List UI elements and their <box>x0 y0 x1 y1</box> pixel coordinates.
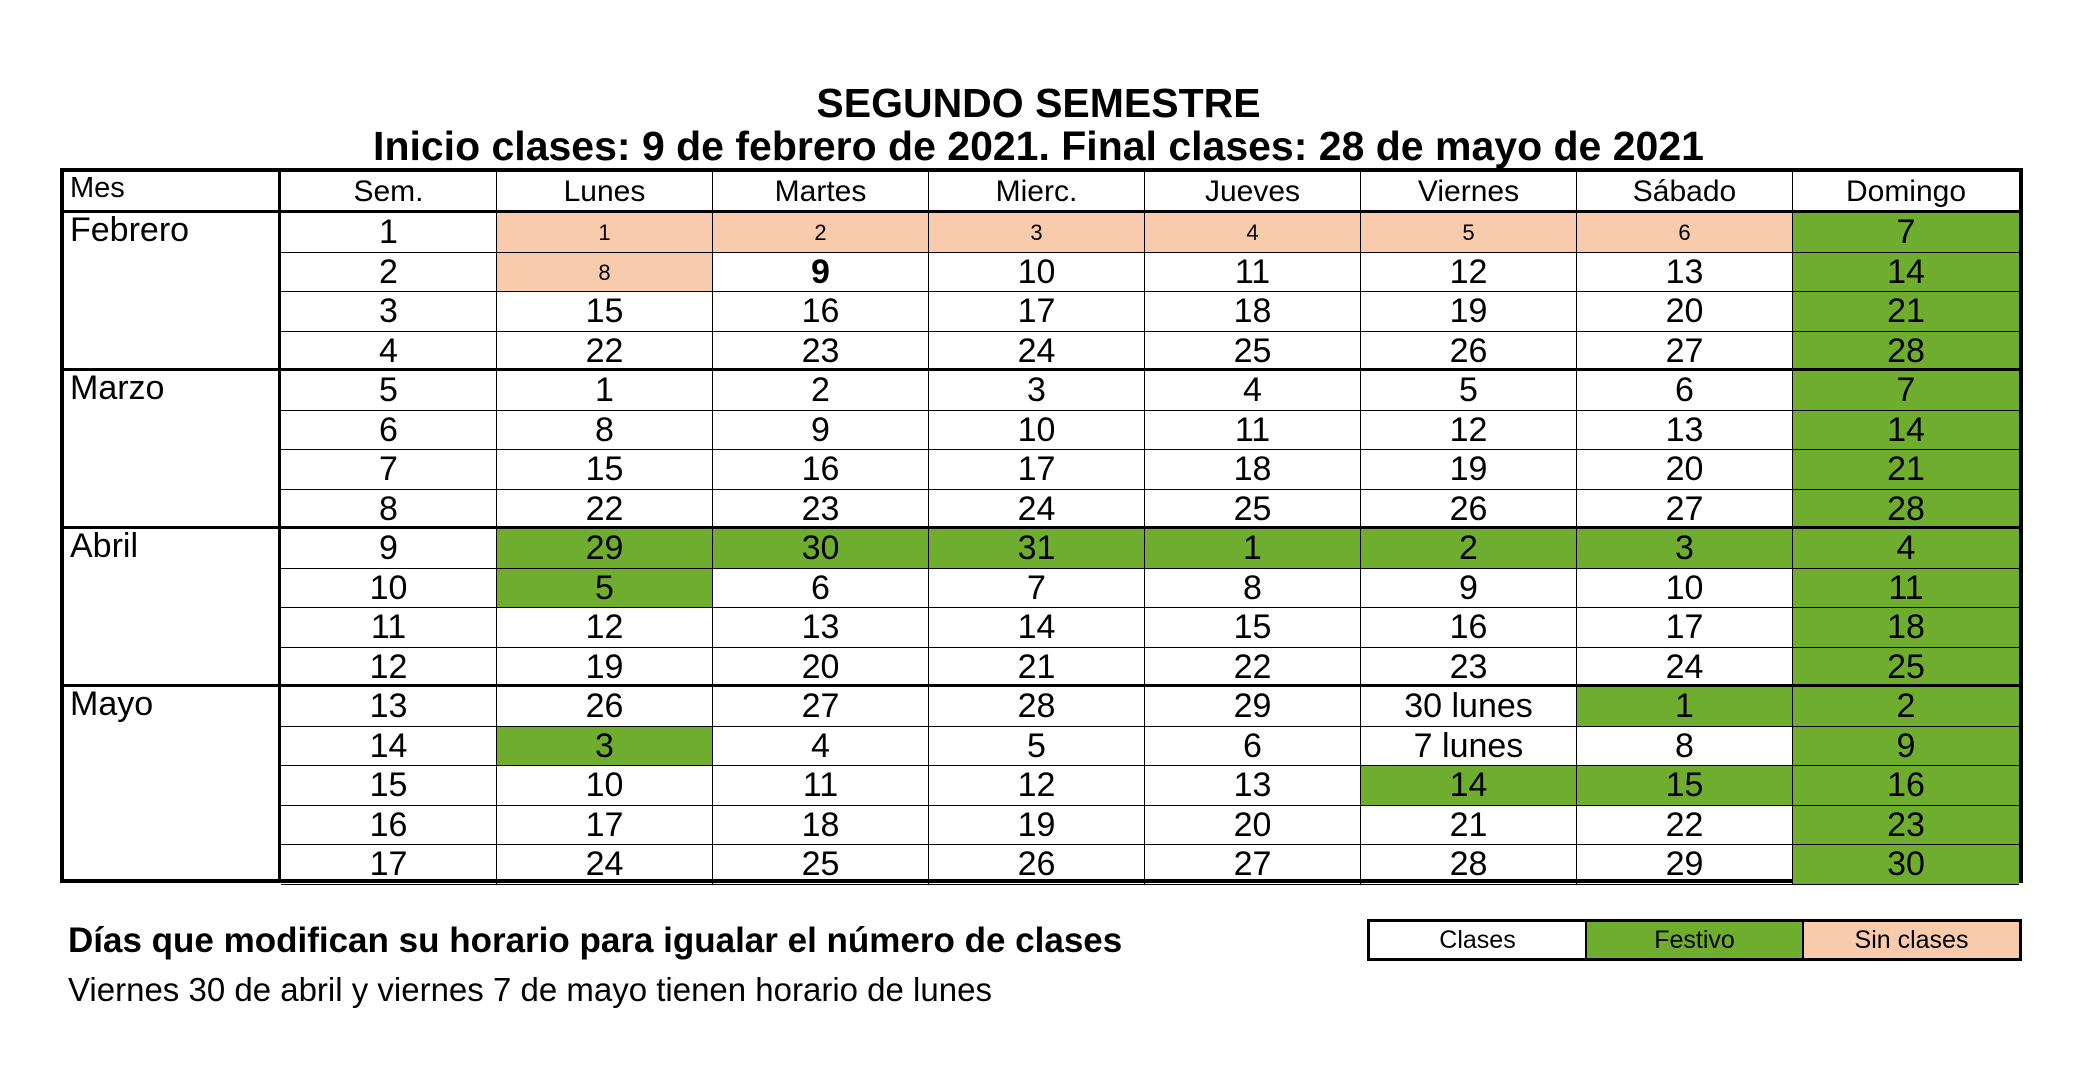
header-domingo: Domingo <box>1793 172 2019 213</box>
day-cell: 16 <box>1361 608 1577 648</box>
day-cell: 25 <box>713 845 929 885</box>
day-cell: 5 <box>1361 213 1577 253</box>
day-cell: 27 <box>1145 845 1361 885</box>
day-cell: 9 <box>713 253 929 293</box>
day-cell: 3 <box>497 727 713 767</box>
day-cell: 17 <box>1577 608 1793 648</box>
week-number: 8 <box>281 490 497 530</box>
calendar-table <box>60 168 2023 883</box>
header-sem: Sem. <box>281 172 497 213</box>
notes-text: Viernes 30 de abril y viernes 7 de mayo tienen horario de lunes <box>68 971 992 1008</box>
day-cell: 11 <box>1793 569 2019 609</box>
day-cell: 25 <box>1793 648 2019 688</box>
day-cell: 23 <box>1793 806 2019 846</box>
day-cell: 25 <box>1145 332 1361 372</box>
week-number: 16 <box>281 806 497 846</box>
day-cell: 6 <box>1577 213 1793 253</box>
day-cell: 6 <box>1145 727 1361 767</box>
month-label: Marzo <box>70 369 165 407</box>
week-number: 1 <box>281 213 497 253</box>
day-cell: 17 <box>929 450 1145 490</box>
day-cell: 22 <box>497 332 713 372</box>
week-number: 7 <box>281 450 497 490</box>
day-cell: 6 <box>1577 371 1793 411</box>
day-cell: 11 <box>1145 253 1361 293</box>
day-cell: 19 <box>929 806 1145 846</box>
day-cell: 1 <box>1145 529 1361 569</box>
day-cell: 21 <box>1793 292 2019 332</box>
day-cell: 23 <box>1361 648 1577 688</box>
month-label: Febrero <box>70 211 190 249</box>
day-cell: 1 <box>1577 687 1793 727</box>
day-cell: 8 <box>497 253 713 293</box>
day-cell: 18 <box>1145 292 1361 332</box>
day-cell: 7 <box>1793 371 2019 411</box>
day-cell: 18 <box>1145 450 1361 490</box>
week-number: 4 <box>281 332 497 372</box>
legend <box>1367 919 2022 961</box>
day-cell: 12 <box>929 766 1145 806</box>
header-mierc: Mierc. <box>929 172 1145 213</box>
day-cell: 22 <box>497 490 713 530</box>
day-cell: 28 <box>1793 490 2019 530</box>
day-cell: 30 <box>713 529 929 569</box>
day-cell: 20 <box>1577 292 1793 332</box>
week-number: 15 <box>281 766 497 806</box>
day-cell: 16 <box>1793 766 2019 806</box>
day-cell: 17 <box>497 806 713 846</box>
page-subtitle: Inicio clases: 9 de febrero de 2021. Final clases: 28 de mayo de 2021 <box>373 123 1704 169</box>
day-cell: 9 <box>1793 727 2019 767</box>
day-cell: 1 <box>497 371 713 411</box>
day-cell: 5 <box>497 569 713 609</box>
day-cell: 16 <box>713 450 929 490</box>
day-cell: 5 <box>1361 371 1577 411</box>
notes-heading: Días que modifican su horario para igualar el número de clases <box>68 921 1123 960</box>
day-cell: 13 <box>1145 766 1361 806</box>
day-cell: 23 <box>713 332 929 372</box>
day-cell: 13 <box>1577 411 1793 451</box>
day-cell: 31 <box>929 529 1145 569</box>
header-viernes: Viernes <box>1361 172 1577 213</box>
day-cell: 30 lunes <box>1361 687 1577 727</box>
header-mes: Mes <box>70 172 125 204</box>
header-jueves: Jueves <box>1145 172 1361 213</box>
legend-festivo: Festivo <box>1585 922 1802 958</box>
day-cell: 17 <box>929 292 1145 332</box>
day-cell: 12 <box>497 608 713 648</box>
day-cell: 24 <box>497 845 713 885</box>
day-cell: 11 <box>1145 411 1361 451</box>
day-cell: 10 <box>929 253 1145 293</box>
day-cell: 2 <box>1361 529 1577 569</box>
day-cell: 4 <box>713 727 929 767</box>
day-cell: 3 <box>929 213 1145 253</box>
day-cell: 7 <box>929 569 1145 609</box>
day-cell: 15 <box>497 292 713 332</box>
month-separator <box>64 368 278 371</box>
day-cell: 2 <box>713 371 929 411</box>
day-cell: 29 <box>1145 687 1361 727</box>
day-cell: 24 <box>929 490 1145 530</box>
month-separator <box>64 526 278 529</box>
day-cell: 12 <box>1361 253 1577 293</box>
day-cell: 4 <box>1793 529 2019 569</box>
day-cell: 24 <box>1577 648 1793 688</box>
day-cell: 15 <box>1145 608 1361 648</box>
day-cell: 25 <box>1145 490 1361 530</box>
day-cell: 7 lunes <box>1361 727 1577 767</box>
day-cell: 15 <box>1577 766 1793 806</box>
day-cell: 27 <box>713 687 929 727</box>
week-number: 3 <box>281 292 497 332</box>
day-cell: 19 <box>1361 292 1577 332</box>
day-cell: 3 <box>929 371 1145 411</box>
day-cell: 23 <box>713 490 929 530</box>
month-column <box>64 172 281 879</box>
day-cell: 11 <box>713 766 929 806</box>
day-cell: 24 <box>929 332 1145 372</box>
week-number: 5 <box>281 371 497 411</box>
week-number: 11 <box>281 608 497 648</box>
day-cell: 28 <box>929 687 1145 727</box>
week-number: 10 <box>281 569 497 609</box>
day-cell: 28 <box>1793 332 2019 372</box>
day-cell: 26 <box>497 687 713 727</box>
day-cell: 13 <box>713 608 929 648</box>
legend-clases: Clases <box>1439 926 1516 954</box>
header-lunes: Lunes <box>497 172 713 213</box>
day-cell: 10 <box>1577 569 1793 609</box>
day-cell: 16 <box>713 292 929 332</box>
day-cell: 9 <box>713 411 929 451</box>
day-cell: 29 <box>497 529 713 569</box>
month-label: Mayo <box>70 685 154 723</box>
week-number: 6 <box>281 411 497 451</box>
day-cell: 5 <box>929 727 1145 767</box>
day-cell: 29 <box>1577 845 1793 885</box>
day-cell: 20 <box>1577 450 1793 490</box>
day-cell: 27 <box>1577 490 1793 530</box>
day-cell: 6 <box>713 569 929 609</box>
day-cell: 8 <box>497 411 713 451</box>
day-cell: 9 <box>1361 569 1577 609</box>
day-cell: 13 <box>1577 253 1793 293</box>
day-cell: 4 <box>1145 213 1361 253</box>
day-cell: 26 <box>1361 490 1577 530</box>
day-cell: 10 <box>929 411 1145 451</box>
day-cell: 8 <box>1145 569 1361 609</box>
week-number: 13 <box>281 687 497 727</box>
day-cell: 15 <box>497 450 713 490</box>
day-cell: 18 <box>713 806 929 846</box>
day-cell: 21 <box>1361 806 1577 846</box>
legend-sin-clases: Sin clases <box>1802 922 2019 958</box>
day-cell: 4 <box>1145 371 1361 411</box>
month-separator <box>64 684 278 687</box>
month-separator <box>64 210 278 213</box>
day-cell: 12 <box>1361 411 1577 451</box>
month-label: Abril <box>70 527 139 565</box>
header-sbado: Sábado <box>1577 172 1793 213</box>
day-cell: 1 <box>497 213 713 253</box>
day-cell: 3 <box>1577 529 1793 569</box>
day-cell: 7 <box>1793 213 2019 253</box>
day-cell: 14 <box>1793 411 2019 451</box>
day-cell: 28 <box>1361 845 1577 885</box>
day-cell: 19 <box>497 648 713 688</box>
day-cell: 2 <box>1793 687 2019 727</box>
day-cell: 26 <box>1361 332 1577 372</box>
day-cell: 14 <box>1793 253 2019 293</box>
day-cell: 27 <box>1577 332 1793 372</box>
week-number: 9 <box>281 529 497 569</box>
day-cell: 20 <box>1145 806 1361 846</box>
day-cell: 10 <box>497 766 713 806</box>
day-cell: 22 <box>1145 648 1361 688</box>
week-number: 14 <box>281 727 497 767</box>
day-cell: 30 <box>1793 845 2019 885</box>
header-martes: Martes <box>713 172 929 213</box>
day-cell: 26 <box>929 845 1145 885</box>
day-cell: 14 <box>1361 766 1577 806</box>
page-title: SEGUNDO SEMESTRE <box>816 80 1261 126</box>
week-number: 12 <box>281 648 497 688</box>
day-cell: 21 <box>1793 450 2019 490</box>
day-cell: 20 <box>713 648 929 688</box>
week-number: 17 <box>281 845 497 885</box>
day-cell: 19 <box>1361 450 1577 490</box>
day-cell: 18 <box>1793 608 2019 648</box>
day-cell: 21 <box>929 648 1145 688</box>
day-cell: 14 <box>929 608 1145 648</box>
week-number: 2 <box>281 253 497 293</box>
day-cell: 22 <box>1577 806 1793 846</box>
day-cell: 8 <box>1577 727 1793 767</box>
day-cell: 2 <box>713 213 929 253</box>
